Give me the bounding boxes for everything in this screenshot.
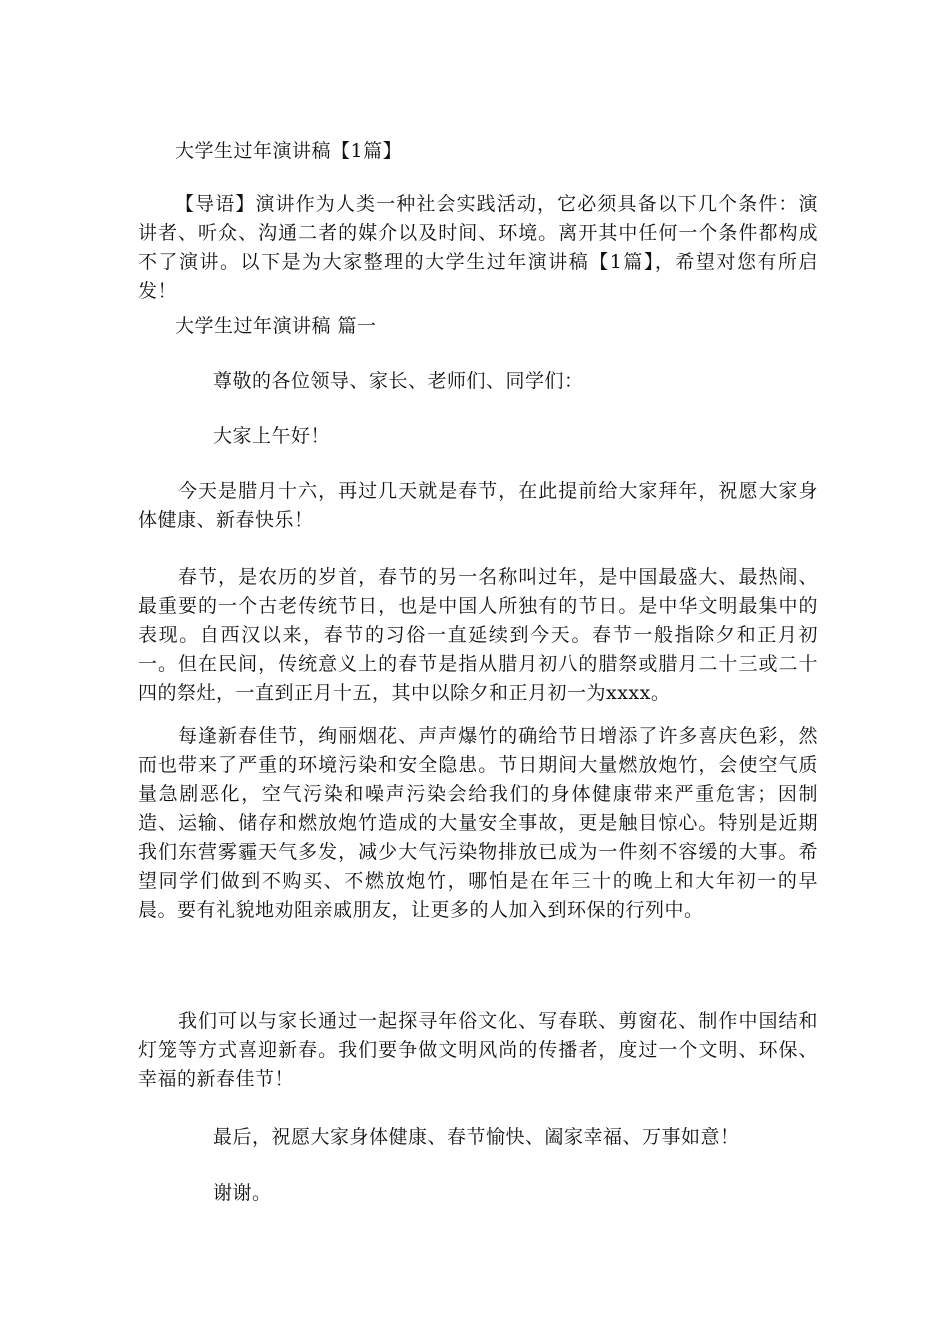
section-title: 大学生过年演讲稿 篇一 [175,315,377,337]
salutation: 尊敬的各位领导、家长、老师们、同学们： [213,370,584,392]
body-paragraph-4: 我们可以与家长通过一起探寻年俗文化、写春联、剪窗花、制作中国结和灯笼等方式喜迎新春。我们要争做文明风尚的传播者，度过一个文明、环保、幸福的新春佳节！ [138,1010,818,1090]
document-title: 大学生过年演讲稿【1篇】 [175,140,403,162]
thanks-line: 谢谢。 [213,1182,272,1204]
greeting: 大家上午好！ [213,425,331,447]
body-paragraph-1: 今天是腊月十六，再过几天就是春节，在此提前给大家拜年，祝愿大家身体健康、新春快乐！ [138,480,818,531]
body-paragraph-3: 每逢新春佳节，绚丽烟花、声声爆竹的确给节日增添了许多喜庆色彩，然而也带来了严重的环境污染和安全隐患。节日期间大量燃放炮竹，会使空气质量急剧恶化，空气污染和噪声污染会给我们的身体健康带来严重危害；因制造、运输、储存和燃放炮竹造成的大量安全事故，更是触目惊心。特别是近期我们东营雾霾天气多发，减少大气污染物排放已成为一件刻不容缓的大事。希望同学们做到不购买、不燃放炮竹，哪怕是在年三十的晚上和大年初一的早晨。要有礼貌地劝阻亲戚朋友，让更多的人加入到环保的行列中。 [138,725,818,921]
body-paragraph-2: 春节，是农历的岁首，春节的另一名称叫过年，是中国最盛大、最热闹、最重要的一个古老传统节日，也是中国人所独有的节日。是中华文明最集中的表现。自西汉以来，春节的习俗一直延续到今天。春节一般指除夕和正月初一。但在民间，传统意义上的春节是指从腊月初八的腊祭或腊月二十三或二十四的祭灶，一直到正月十五，其中以除夕和正月初一为xxxx。 [138,566,818,704]
closing-remark: 最后，祝愿大家身体健康、春节愉快、阖家幸福、万事如意！ [213,1126,740,1148]
intro-paragraph: 【导语】演讲作为人类一种社会实践活动，它必须具备以下几个条件：演讲者、听众、沟通二者的媒介以及时间、环境。离开其中任何一个条件都构成不了演讲。以下是为大家整理的大学生过年演讲稿【1篇】，希望对您有所启发！ [138,193,818,302]
